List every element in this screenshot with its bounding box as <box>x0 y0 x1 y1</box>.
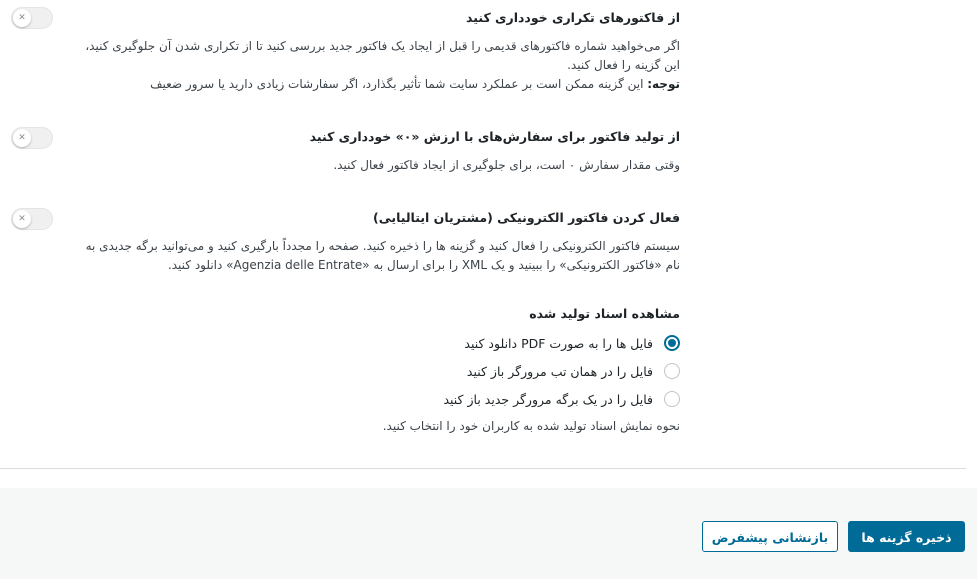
setting-description: وقتی مقدار سفارش ۰ است، برای جلوگیری از ایجاد فاکتور فعال کنید. <box>333 158 680 172</box>
radio-option-download-pdf[interactable] <box>80 329 680 357</box>
radio-label[interactable]: فایل ها را به صورت PDF دانلود کنید <box>464 335 653 351</box>
zero-value-invoices-setting <box>80 128 680 175</box>
setting-title: مشاهده اسناد تولید شده <box>529 306 680 321</box>
note-label: توجه: <box>647 77 680 91</box>
duplicate-invoices-setting <box>80 9 680 94</box>
toggle-off-icon: ✕ <box>13 129 31 147</box>
reset-defaults-button[interactable]: بازنشانی پیشفرض <box>702 521 838 552</box>
toggle-off-icon: ✕ <box>13 9 31 27</box>
zero-value-invoices-toggle[interactable] <box>11 127 53 149</box>
radio-button[interactable] <box>664 335 680 351</box>
setting-description-text: اگر می‌خواهید شماره فاکتورهای قدیمی را قبل از ایجاد یک فاکتور جدید بررسی کنید تا از تکراری شدن آن جلوگیری کنید، این گزینه را فعال کنید. <box>85 39 680 72</box>
setting-description <box>80 37 680 94</box>
save-options-button[interactable]: ذخیره گزینه ها <box>848 521 965 552</box>
generated-documents-setting <box>80 306 680 433</box>
radio-label[interactable]: فایل را در همان تب مرورگر باز کنید <box>466 363 653 379</box>
electronic-invoice-setting <box>80 209 680 275</box>
setting-title: از تولید فاکتور برای سفارش‌های با ارزش «۰» خودداری کنید <box>309 129 680 144</box>
radio-button[interactable] <box>664 363 680 379</box>
setting-description: سیستم فاکتور الکترونیکی را فعال کنید و گزینه ها را ذخیره کنید. صفحه را مجدداً بارگیری کنید و می‌توانید برگه جدیدی به نام «فاکتور الکترونیکی» را ببینید و یک XML را برای ارسال به «Agenzia delle Entrate» دانلود کنید. <box>85 239 680 272</box>
radio-option-same-tab[interactable] <box>80 357 680 385</box>
toggle-off-icon: ✕ <box>13 210 31 228</box>
electronic-invoice-toggle[interactable] <box>11 208 53 230</box>
setting-title: فعال کردن فاکتور الکترونیکی (مشتریان ایتالیایی) <box>373 210 680 225</box>
setting-title: از فاکتورهای تکراری خودداری کنید <box>466 10 680 25</box>
radio-label[interactable]: فایل را در یک برگه مرورگر جدید باز کنید <box>443 391 653 407</box>
duplicate-invoices-toggle[interactable] <box>11 7 53 29</box>
radio-button[interactable] <box>664 391 680 407</box>
note-text: این گزینه ممکن است بر عملکرد سایت شما تأثیر بگذارد، اگر سفارشات زیادی دارید یا سرور ضعیف <box>150 77 644 91</box>
radio-option-new-tab[interactable] <box>80 385 680 413</box>
divider <box>0 468 966 469</box>
setting-help-text: نحوه نمایش اسناد تولید شده به کاربران خود را انتخاب کنید. <box>382 419 680 433</box>
